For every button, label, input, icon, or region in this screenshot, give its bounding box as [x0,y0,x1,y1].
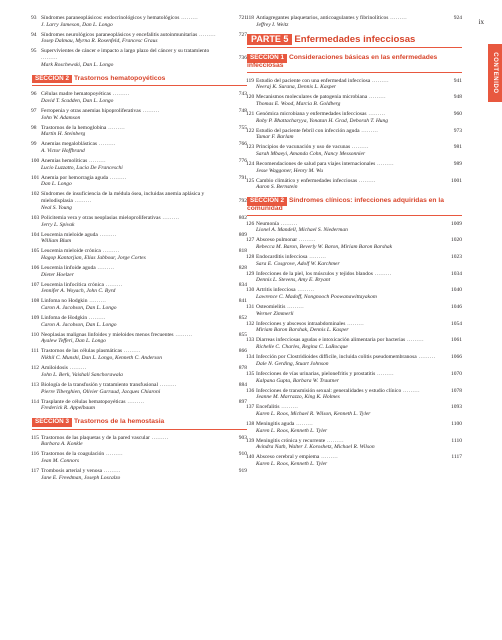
toc-entry[interactable] [32,232,247,245]
toc-entry[interactable] [247,421,462,434]
toc-entry[interactable] [247,161,462,174]
part-tag: PARTE 5 [247,34,292,45]
toc-entry[interactable] [247,221,462,234]
chapter-authors: Neeraj K. Surana, Dennis L. Kasper [256,84,337,91]
chapter-page: 989 [453,161,462,168]
chapter-title: Artritis infecciosa ......... 1040 [256,287,462,294]
chapter-authors: Avindra Nath, Walter J. Koroshetz, Michael R. Wilson [256,444,375,451]
chapter-page: 1040 [451,287,462,294]
chapter-authors: Lawrence C. Madoff, Nongnooch Poowanawittayakom [256,294,377,301]
chapter-number: 111 [31,348,39,355]
chapter-title: Biología de la transfusión y tratamiento transfusional ......... 884 [41,381,247,388]
chapter-page: 948 [453,94,462,101]
section-label: Consideraciones básicas en las enfermedades infecciosas [247,54,438,69]
chapter-number: 104 [31,231,40,238]
chapter-page: 834 [238,281,247,288]
chapter-authors: Richelle C. Charles, Regina C. LaRocque [256,344,348,351]
chapter-title: Principios de vacunación y uso de vacunas ......... 981 [256,144,462,151]
side-tab-contenido [488,44,502,102]
chapter-number: 128 [246,253,255,260]
chapter-number: 121 [246,110,255,117]
chapter-authors: Dan L. Longo [41,181,72,188]
chapter-number: 126 [246,220,255,227]
chapter-authors: Sara E. Cosgrove, Adolf W. Karchmer [256,260,340,267]
section-rule [247,215,462,216]
chapter-page: 1093 [451,404,462,411]
chapter-number: 132 [246,320,255,327]
chapter-number: 93 [31,15,37,21]
chapter-page: 736 [238,55,247,62]
chapter-title: Trastornos de las células plasmáticas ......... 866 [41,348,247,355]
chapter-title: Policitemia vera y otras neoplasias mieloproliferativas ......... 802 [41,214,247,221]
section-label: Trastornos de la hemostasia [73,417,165,425]
chapter-page: 973 [453,127,462,134]
chapter-authors: Jeanne M. Marrazzo, King K. Holmes [256,394,340,401]
chapter-authors: Caron A. Jacobson, Dan L. Longo [41,321,117,328]
chapter-number: 122 [246,127,255,134]
chapter-number: 112 [31,365,40,372]
chapter-authors: Thomas E. Wood, Marcia B. Goldberg [256,100,341,107]
chapter-authors: Rebecca M. Baron, Beverly W. Baron, Miriam Baron Barshak [256,243,393,250]
toc-entry[interactable] [32,48,247,68]
chapter-authors: Pierre Tiberghien, Olivier Garraud, Jacques Chiaroni [41,388,161,395]
toc-entry[interactable] [247,144,462,157]
chapter-title: Leucemia mieloide aguda ......... 809 [41,231,247,238]
chapter-page: 1046 [451,304,462,311]
toc-entry[interactable] [32,175,247,188]
chapter-authors: Lucio Luzzatto, Lucia De Franceschi [41,164,123,171]
chapter-title: Osteomielitis ......... 1046 [256,304,462,311]
toc-entry[interactable] [247,354,462,367]
chapter-number: 106 [31,264,40,271]
chapter-page: 903 [238,434,247,441]
chapter-number: 137 [246,404,255,411]
chapter-title: Genómica microbiana y enfermedades infecciosas ......... 960 [256,110,462,117]
toc-entry[interactable] [247,78,462,91]
chapter-page: 1061 [451,337,462,344]
toc-entry[interactable] [32,348,247,361]
chapter-page: 878 [238,365,247,372]
chapter-title: Infecciones y abscesos intraabdominales ......... 1054 [256,320,462,327]
chapter-authors: Dennis L. Stevens, Amy E. Bryant [256,277,331,284]
chapter-page: 1009 [451,220,462,227]
chapter-authors: John W. Adamson [41,114,81,121]
toc-entry[interactable] [247,337,462,350]
toc-entry[interactable] [32,332,247,345]
toc-entry[interactable] [247,178,462,191]
chapter-authors: Werner Zimmerli [256,310,294,317]
toc-entry[interactable] [32,32,247,45]
toc-entry[interactable] [247,237,462,250]
chapter-title: Infecciones de transmisión sexual: generalidades y estudio clínico ......... 1078 [256,387,462,394]
chapter-page: 924 [453,15,462,21]
chapter-page: 776 [238,158,247,165]
chapter-page: 852 [238,315,247,322]
chapter-page: 791 [238,174,247,181]
chapter-title: Absceso cerebral y empiema ......... 1117 [256,454,462,461]
chapter-number: 125 [246,177,255,184]
section-tag: SECCIÓN 3 [32,418,72,427]
section-rule [247,72,462,73]
chapter-page: 1078 [451,387,462,394]
chapter-authors: Caron A. Jacobson, Dan L. Longo [41,305,117,312]
chapter-authors: Mark Roschewski, Dan L. Longo [41,61,114,68]
chapter-authors: A. Victor Hoffbrand [41,148,85,155]
chapter-number: 109 [31,315,40,322]
chapter-page: 828 [238,264,247,271]
toc-entry[interactable] [32,382,247,395]
chapter-page: 1070 [451,370,462,377]
toc-entry[interactable] [247,404,462,417]
chapter-number: 105 [31,248,40,255]
chapter-number: 114 [31,398,40,405]
toc-entry[interactable] [32,265,247,278]
toc-entry[interactable] [32,108,247,121]
chapter-number: 108 [31,298,40,305]
chapter-number: 115 [31,434,40,441]
section-rule [32,85,247,86]
chapter-authors: David T. Scadden, Dan L. Longo [41,97,114,104]
section-heading [247,197,462,215]
chapter-title: Recomendaciones de salud para viajes internacionales ......... 989 [256,161,462,168]
chapter-page: 919 [238,468,247,475]
toc-entry[interactable] [247,321,462,334]
chapter-number: 123 [246,144,255,151]
toc-entry[interactable] [247,94,462,107]
chapter-number: 99 [31,141,37,148]
section-heading [32,75,247,87]
chapter-number: 118 [246,15,255,21]
chapter-title: Neoplasias malignas linfoides y mieloides menos frecuentes ......... 855 [41,331,247,338]
chapter-title: Células madre hematopoyéticas ......... 743 [41,91,247,98]
chapter-title: Trastornos de la hemoglobina ......... 755 [41,124,247,131]
chapter-authors: Kalpana Gupta, Barbara W. Trautner [256,377,339,384]
chapter-authors: Barbara A. Konkle [41,441,83,448]
chapter-page: 941 [453,77,462,84]
chapter-authors: Dale N. Gerding, Stuart Johnson [256,360,329,367]
toc-entry[interactable] [32,215,247,228]
chapter-authors: William Blum [41,238,72,245]
toc-entry[interactable] [247,15,462,28]
chapter-title: Antiagregantes plaquetarios, anticoagulantes y fibrinolíticos ......... 924 [256,15,462,21]
chapter-title: Anemias hemolíticas ......... 776 [41,158,247,165]
chapter-page: 1066 [451,354,462,361]
chapter-title: Linfoma no Hodgkin ......... 841 [41,298,247,305]
chapter-number: 101 [31,174,40,181]
toc-entry[interactable] [247,128,462,141]
chapter-page: 866 [238,348,247,355]
chapter-page: 855 [238,331,247,338]
toc-entry[interactable] [32,191,247,211]
chapter-authors: Lionel A. Mandell, Michael S. Niederman [256,227,348,234]
chapter-number: 138 [246,420,255,427]
chapter-number: 124 [246,161,255,168]
chapter-page: 818 [238,248,247,255]
chapter-number: 117 [31,468,40,475]
chapter-number: 96 [31,91,37,98]
toc-column-right [247,15,462,471]
chapter-authors: J. Larry Jameson, Dan L. Longo [41,21,113,28]
chapter-page: 1110 [451,437,462,444]
chapter-title: Encefalitis ......... 1093 [256,404,462,411]
toc-entry[interactable] [247,287,462,300]
chapter-authors: Nikhil C. Munshi, Dan L. Longo, Kenneth C. Anderson [41,355,163,362]
chapter-number: 103 [31,214,40,221]
chapter-authors: Aaron S. Bernstein [256,184,298,191]
chapter-page: 748 [238,107,247,114]
chapter-number: 131 [246,304,255,311]
chapter-page: 1001 [451,177,462,184]
chapter-authors: Jane E. Freedman, Joseph Loscalzo [41,474,121,481]
chapter-authors: Tamar F. Barlam [256,134,294,141]
chapter-title: Meningitis aguda ......... 1100 [256,420,462,427]
toc-entry[interactable] [247,388,462,401]
part-heading [247,34,462,48]
chapter-title: Linfoma de Hodgkin ......... 852 [41,315,247,322]
chapter-title: Mecanismos moleculares de patogenia microbiana ......... 948 [256,94,462,101]
chapter-page: 884 [238,381,247,388]
chapter-authors: Hagop Kantarjian, Elias Jabbour, Jorge Cortes [41,254,146,261]
chapter-number: 139 [246,437,255,444]
chapter-number: 134 [246,354,255,361]
chapter-title: Síndromes paraneoplásicos: endocrinológicos y hematológicos ......... 721 [41,15,247,21]
chapter-authors: Ayalew Tefferi, Dan L. Longo [41,338,106,345]
chapter-page: 766 [238,141,247,148]
side-tab-label: CONTENIDO [492,52,498,94]
chapter-title: Anemia por hemorragia aguda ......... 791 [41,174,247,181]
toc-entry[interactable] [247,454,462,467]
chapter-page: 727 [238,31,247,38]
part-rule [247,47,462,48]
section-heading [247,54,462,72]
section-rule [32,429,247,430]
chapter-authors: Jerry L. Spivak [41,221,75,228]
chapter-number: 130 [246,287,255,294]
chapter-title: Infecciones de la piel, los músculos y tejidos blandos ......... 1034 [256,270,462,277]
chapter-title: Estudio del paciente febril con infección aguda ......... 973 [256,127,462,134]
chapter-title: Trasplante de células hematopoyéticas ......... 897 [41,398,247,405]
toc-entry[interactable] [247,371,462,384]
chapter-authors: Karen L. Roos, Kenneth L. Tyler [256,427,328,434]
chapter-authors: Jeffrey I. Weitz [256,21,289,28]
chapter-number: 119 [246,77,255,84]
chapter-number: 133 [246,337,255,344]
chapter-title: Cambio climático y enfermedades infecciosas ......... 1001 [256,177,462,184]
chapter-number: 136 [246,387,255,394]
chapter-title: Meningitis crónica y recurrente ......... 1110 [256,437,462,444]
chapter-page: 1054 [451,320,462,327]
section-tag: SECCIÓN 1 [247,54,287,63]
chapter-number: 129 [246,270,255,277]
chapter-title: Leucemia linfoide aguda ......... 828 [41,264,247,271]
chapter-number: 102 [31,191,40,198]
toc-entry[interactable] [32,399,247,412]
chapter-authors: Josep Dalmau, Myrna R. Rosenfeld, Francesc Graus [41,38,158,45]
chapter-page: 1117 [451,454,462,461]
chapter-page: 1100 [451,420,462,427]
chapter-number: 94 [31,31,37,38]
chapter-authors: Martin H. Steinberg [41,131,86,138]
chapter-page: 897 [238,398,247,405]
section-label: Síndromes clínicos: infecciones adquiridas en la comunidad [247,197,444,212]
chapter-page: 809 [238,231,247,238]
chapter-page: 792 [238,198,247,205]
chapter-number: 107 [31,281,40,288]
chapter-title: Ferropenia y otras anemias hipoproliferativas ......... 748 [41,107,247,114]
chapter-title: Endocarditis infecciosa ......... 1023 [256,253,462,260]
chapter-page: 1020 [451,237,462,244]
page-number: ix [478,18,484,26]
chapter-authors: Dieter Hoelzer [41,271,74,278]
chapter-number: 127 [246,237,255,244]
toc-entry[interactable] [247,304,462,317]
chapter-title: Amiloidosis ......... 878 [41,365,247,372]
chapter-authors: Sarah Mbaeyi, Amanda Cohn, Nancy Messonnier [256,151,366,158]
chapter-authors: Frederick R. Appelbaum [41,405,95,412]
chapter-number: 120 [246,94,255,101]
toc-entry[interactable] [32,451,247,464]
chapter-title: Leucemia linfocítica crónica ......... 834 [41,281,247,288]
chapter-title: Trastornos de la coagulación ......... 910 [41,451,247,458]
chapter-title: Leucemia mieloide crónica ......... 818 [41,248,247,255]
toc-entry[interactable] [32,315,247,328]
chapter-number: 98 [31,124,37,131]
toc-entry[interactable] [32,158,247,171]
chapter-number: 97 [31,107,37,114]
chapter-number: 110 [31,331,40,338]
toc-entry[interactable] [32,248,247,261]
chapter-title: Estudio del paciente con una enfermedad infecciosa ......... 941 [256,77,462,84]
chapter-authors: Jesse Waggoner, Henry M. Wu [256,167,324,174]
chapter-authors: Karen L. Roos, Michael R. Wilson, Kenneth L. Tyler [256,410,371,417]
toc-entry[interactable] [32,15,247,28]
chapter-title: Trombosis arterial y venosa ......... 919 [41,468,247,475]
chapter-number: 100 [31,158,40,165]
section-tag: SECCIÓN 2 [247,197,287,206]
toc-entry[interactable] [247,438,462,451]
chapter-title: Trastornos de las plaquetas y de la pared vascular ......... 903 [41,434,247,441]
chapter-title: Diarreas infecciosas agudas e intoxicación alimentaria por bacterias ......... 1061 [256,337,462,344]
chapter-authors: Miriam Baron Barshak, Dennis L. Kasper [256,327,349,334]
chapter-page: 802 [238,214,247,221]
section-tag: SECCIÓN 2 [32,75,72,84]
toc-entry[interactable] [32,282,247,295]
chapter-page: 1023 [451,253,462,260]
chapter-title: Supervivientes de cáncer e impacto a largo plazo del cáncer y su tratamiento ......... 736 [41,48,247,62]
toc-entry[interactable] [32,435,247,448]
chapter-title: Absceso pulmonar ......... 1020 [256,237,462,244]
chapter-title: Síndromes neurológicos paraneoplásicos y encefalitis autoinmunitarias ......... 727 [41,31,247,38]
chapter-title: Anemias megaloblásticas ......... 766 [41,141,247,148]
chapter-page: 960 [453,110,462,117]
part-label: Enfermedades infecciosas [294,34,416,46]
chapter-title: Infección por Clostridioides difficile, incluida colitis pseudomembranosa ......... 1066 [256,354,462,361]
toc-entry[interactable] [247,271,462,284]
section-heading [32,418,247,430]
chapter-authors: Roby P. Bhattacharyya, Yonatan H. Grad, Deborah T. Hung [256,117,389,124]
toc-entry[interactable] [247,111,462,124]
toc-entry[interactable] [32,298,247,311]
toc-entry[interactable] [32,365,247,378]
chapter-number: 140 [246,454,255,461]
chapter-authors: John L. Berk, Vaishali Sanchorawala [41,371,123,378]
chapter-number: 113 [31,381,40,388]
chapter-authors: Jennifer A. Woyach, John C. Byrd [41,288,116,295]
chapter-page: 841 [238,298,247,305]
toc-entry[interactable] [247,254,462,267]
chapter-title: Síndromes de insuficiencia de la médula ósea, incluidas anemia aplásica y mielodisplasia ......... 792 [41,191,247,205]
toc-entry[interactable] [32,141,247,154]
chapter-page: 1034 [451,270,462,277]
chapter-title: Neumonía ......... 1009 [256,220,462,227]
chapter-title: Infecciones de vías urinarias, pielonefritis y prostatitis ......... 1070 [256,370,462,377]
toc-column-left [32,15,247,485]
chapter-page: 981 [453,144,462,151]
toc-entry[interactable] [32,125,247,138]
chapter-page: 755 [238,124,247,131]
chapter-page: 721 [238,15,247,21]
section-label: Trastornos hematopoyéticos [73,74,166,82]
chapter-number: 95 [31,48,37,55]
chapter-number: 116 [31,451,40,458]
chapter-number: 135 [246,370,255,377]
chapter-authors: Neal S. Young [41,204,72,211]
toc-entry[interactable] [32,468,247,481]
chapter-authors: Karen L. Roos, Kenneth L. Tyler [256,461,328,468]
chapter-page: 743 [238,91,247,98]
chapter-page: 910 [238,451,247,458]
chapter-authors: Jean M. Connors [41,458,80,465]
toc-entry[interactable] [32,91,247,104]
